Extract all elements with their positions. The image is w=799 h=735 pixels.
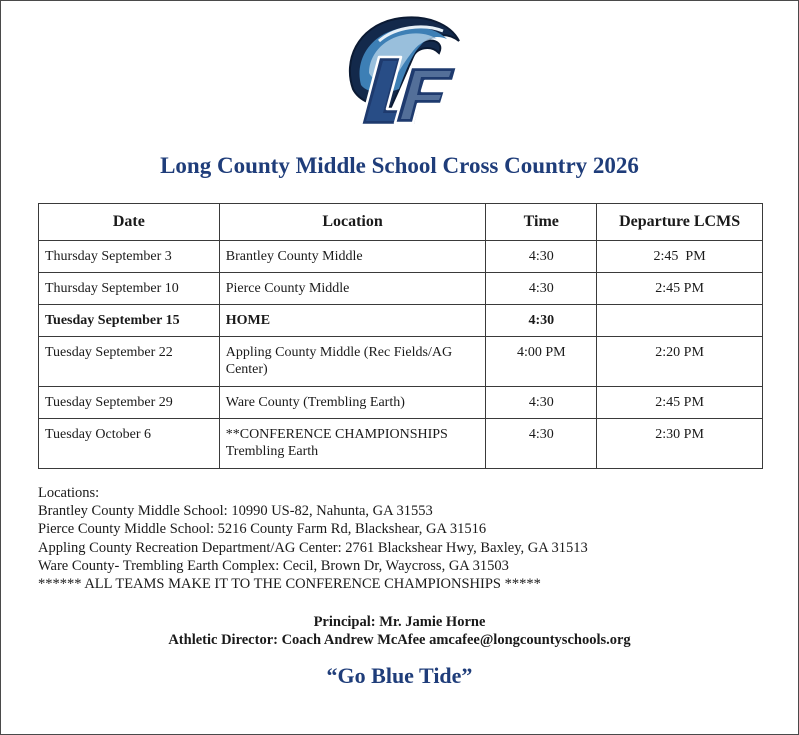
- cell-location: Appling County Middle (Rec Fields/AG Center): [219, 337, 486, 387]
- location-line: Appling County Recreation Department/AG Center: 2761 Blackshear Hwy, Baxley, GA 31513: [38, 539, 588, 556]
- cell-location: HOME: [219, 305, 486, 337]
- cell-departure: 2:45 PM: [597, 273, 763, 305]
- lc-wave-logo: [339, 11, 469, 133]
- cell-departure: 2:45 PM: [597, 387, 763, 419]
- table-header-row: [39, 204, 763, 241]
- athletic-director-line: Athletic Director: Coach Andrew McAfee amcafee@longcountyschools.org: [168, 632, 631, 648]
- cell-date: Tuesday October 6: [39, 419, 220, 469]
- cell-location: Brantley County Middle: [219, 241, 486, 273]
- table-row: [39, 305, 763, 337]
- cell-date: Thursday September 10: [39, 273, 220, 305]
- cell-departure: 2:20 PM: [597, 337, 763, 387]
- table-row: [39, 241, 763, 273]
- cell-location: Ware County (Trembling Earth): [219, 387, 486, 419]
- page-title: Long County Middle School Cross Country 2026: [160, 153, 639, 178]
- header-location: Location: [219, 204, 486, 241]
- slogan: “Go Blue Tide”: [326, 663, 473, 688]
- cell-time: 4:30: [486, 387, 597, 419]
- cell-time: 4:30: [486, 305, 597, 337]
- cell-date: Tuesday September 29: [39, 387, 220, 419]
- principal-line: Principal: Mr. Jamie Horne: [313, 614, 486, 630]
- cell-location: Pierce County Middle: [219, 273, 486, 305]
- cell-departure: 2:45 PM: [597, 241, 763, 273]
- contacts-block: [1, 613, 798, 649]
- cell-time: 4:30: [486, 241, 597, 273]
- cell-date: Tuesday September 15: [39, 305, 220, 337]
- cell-time: 4:30: [486, 419, 597, 469]
- location-line: Pierce County Middle School: 5216 County Farm Rd, Blackshear, GA 31516: [38, 521, 487, 538]
- wave-logo-graphic: [339, 11, 469, 133]
- table-row: [39, 419, 763, 469]
- header-time: Time: [486, 204, 597, 241]
- table-row: [39, 273, 763, 305]
- cell-departure: [597, 305, 763, 337]
- locations-list: [38, 484, 778, 593]
- cell-date: Tuesday September 22: [39, 337, 220, 387]
- header-departure: Departure LCMS: [597, 204, 763, 241]
- header-date: Date: [39, 204, 220, 241]
- location-line: Ware County- Trembling Earth Complex: Cecil, Brown Dr, Waycross, GA 31503: [38, 557, 509, 574]
- table-row: [39, 337, 763, 387]
- table-row: [39, 387, 763, 419]
- cell-date: Thursday September 3: [39, 241, 220, 273]
- location-line: Brantley County Middle School: 10990 US-82, Nahunta, GA 31553: [38, 503, 433, 520]
- cell-departure: 2:30 PM: [597, 419, 763, 469]
- championship-note: ****** ALL TEAMS MAKE IT TO THE CONFERENCE CHAMPIONSHIPS *****: [38, 576, 541, 593]
- locations-heading: Locations:: [38, 485, 100, 501]
- cell-location: **CONFERENCE CHAMPIONSHIPS Trembling Earth: [219, 419, 486, 469]
- cell-time: 4:30: [486, 273, 597, 305]
- schedule-table: [38, 203, 763, 469]
- cell-time: 4:00 PM: [486, 337, 597, 387]
